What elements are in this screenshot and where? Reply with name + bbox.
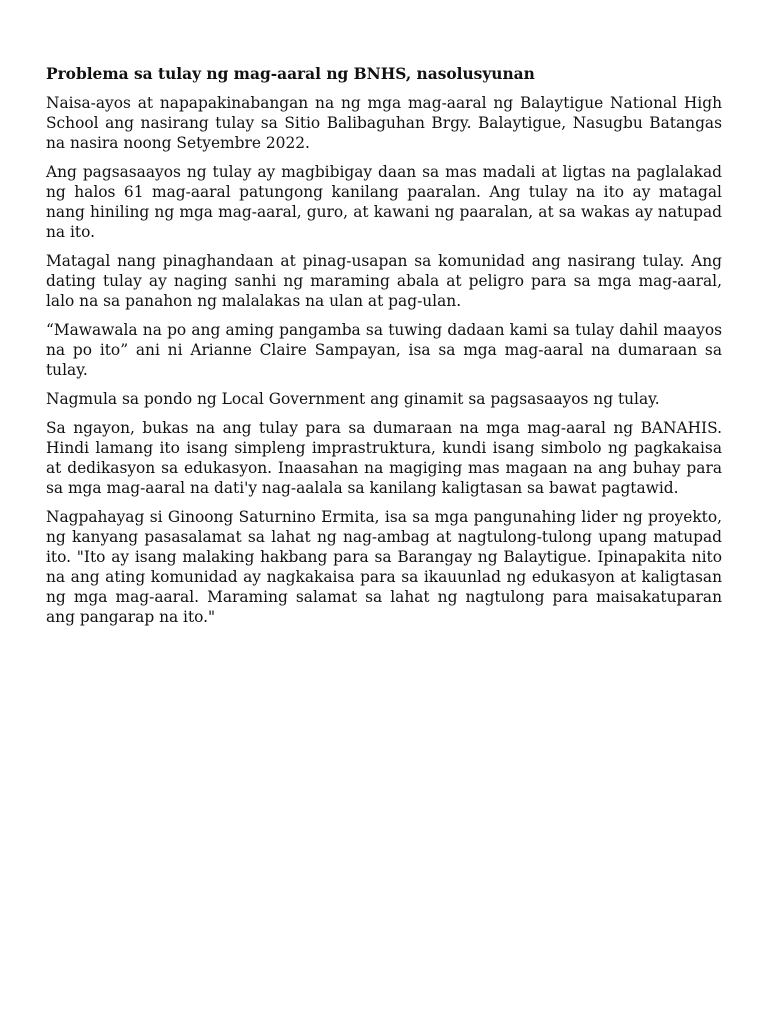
paragraph-2: Ang pagsasaayos ng tulay ay magbibigay daan sa mas madali at ligtas na paglalakad ng halos 61 mag-aaral patungong kanilang paaralan. Ang tulay na ito ay matagal nang hiniling ng mga mag-aaral, guro, at kawani ng paaralan, at sa wakas ay natupad na ito. [46, 163, 722, 241]
paragraph-7: Nagpahayag si Ginoong Saturnino Ermita, isa sa mga pangunahing lider ng proyekto, ng kanyang pasasalamat sa lahat ng nag-ambag at nagtulong-tulong upang matupad ito. "Ito ay isang malaking hakbang para sa Barangay ng Balaytigue. Ipinapakita nito na ang ating komunidad ay nagkakaisa para sa ikauunlad ng edukasyon at kaligtasan ng mga mag-aaral. Maraming salamat sa lahat ng nagtulong para maisakatuparan ang pangarap na ito." [46, 508, 722, 626]
paragraph-6: Sa ngayon, bukas na ang tulay para sa dumaraan na mga mag-aaral ng BANAHIS. Hindi lamang ito isang simpleng imprastruktura, kundi isang simbolo ng pagkakaisa at dedikasyon sa edukasyon. Inaasahan na magiging mas magaan na ang buhay para sa mga mag-aaral na dati'y nag-aalala sa kanilang kaligtasan sa bawat pagtawid. [46, 419, 722, 497]
article-title: Problema sa tulay ng mag-aaral ng BNHS, nasolusyunan [46, 65, 535, 83]
paragraph-3: Matagal nang pinaghandaan at pinag-usapan sa komunidad ang nasirang tulay. Ang dating tulay ay naging sanhi ng maraming abala at peligro para sa mga mag-aaral, lalo na sa panahon ng malalakas na ulan at pag-ulan. [46, 252, 722, 310]
document-page [46, 64, 722, 636]
paragraph-4: “Mawawala na po ang aming pangamba sa tuwing dadaan kami sa tulay dahil maayos na po ito” ani ni Arianne Claire Sampayan, isa sa mga mag-aaral na dumaraan sa tulay. [46, 321, 722, 379]
paragraph-5: Nagmula sa pondo ng Local Government ang ginamit sa pagsasaayos ng tulay. [46, 390, 660, 408]
paragraph-1: Naisa-ayos at napapakinabangan na ng mga mag-aaral ng Balaytigue National High School ang nasirang tulay sa Sitio Balibaguhan Brgy. Balaytigue, Nasugbu Batangas na nasira noong Setyembre 2022. [46, 94, 722, 152]
